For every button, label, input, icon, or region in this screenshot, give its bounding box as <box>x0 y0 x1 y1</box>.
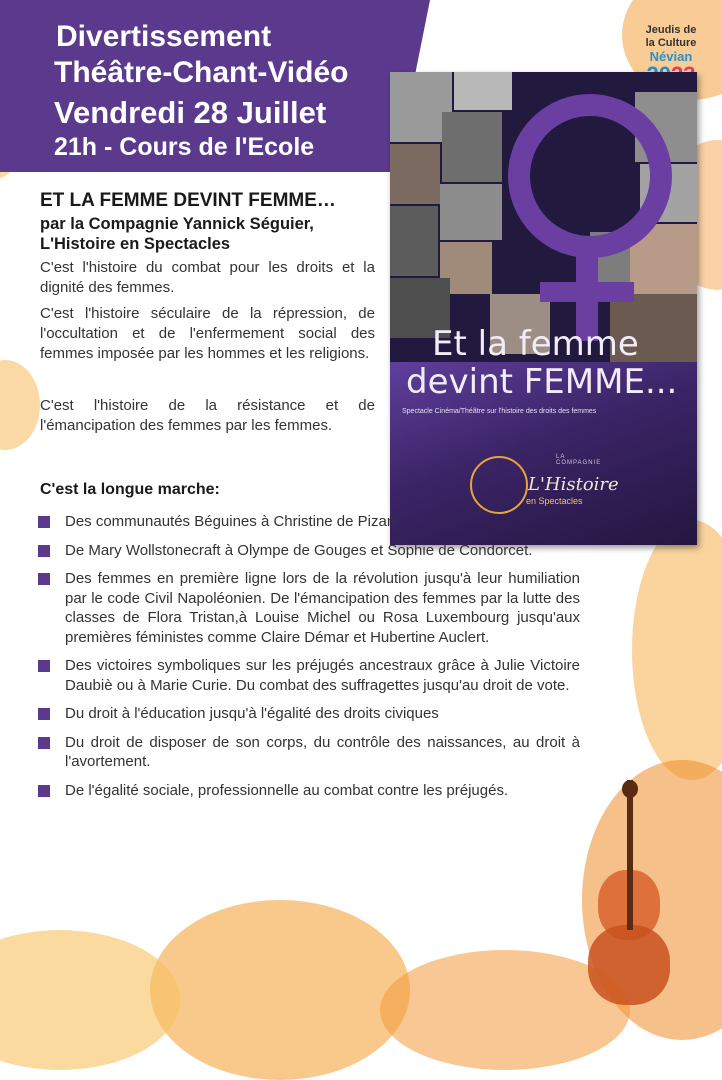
company-logo-sub: en Spectacles <box>526 496 583 506</box>
intro-paragraph: C'est l'histoire de la résistance et de l'émancipation des femmes par les femmes. <box>40 397 375 434</box>
list-item-text: De l'égalité sociale, professionnelle au combat contre les préjugés. <box>65 781 509 799</box>
paint-splash <box>0 930 180 1070</box>
section-heading: C'est la longue marche: <box>40 481 220 498</box>
list-item <box>38 569 580 647</box>
list-item <box>38 541 580 561</box>
event-time-location: 21h - Cours de l'Ecole <box>54 133 315 161</box>
milestone-list <box>38 512 580 809</box>
list-item <box>38 512 580 532</box>
bullet-square-icon <box>38 708 50 720</box>
bullet-square-icon <box>38 785 50 797</box>
list-item-text: Du droit à l'éducation jusqu'à l'égalité des droits civiques <box>65 705 439 722</box>
bullet-square-icon <box>38 660 50 672</box>
show-title: ET LA FEMME DEVINT FEMME… <box>40 190 336 211</box>
portrait-photo <box>390 144 440 204</box>
company-logo-top: LA COMPAGNIE <box>556 454 602 466</box>
paint-splash <box>150 900 410 1080</box>
list-item <box>38 733 580 772</box>
bullet-square-icon <box>38 573 50 585</box>
paint-splash <box>632 520 722 780</box>
violin-scroll <box>622 780 638 798</box>
venus-symbol <box>508 94 672 258</box>
list-item-text: Du droit de disposer de son corps, du contrôle des naissances, au droit à l'avortement. <box>65 733 580 770</box>
venus-symbol-cross <box>540 282 634 302</box>
list-item-text: Des victoires symboliques sur les préjugés ancestraux grâce à Julie Victoire Daubiè ou à Marie Curie. Du combat des suffragettes jusqu'au droit de vote. <box>65 657 580 694</box>
bullet-square-icon <box>38 737 50 749</box>
list-item <box>38 704 580 724</box>
show-subtitle <box>40 214 314 254</box>
list-item-text: Des femmes en première ligne lors de la révolution jusqu'à leur humiliation par le code Civil Napoléonien. De l'émancipation des femmes par la lutte des classes de Flora Tristan,à Louise Michel ou Rosa Luxembourg jusqu'aux premières féministes comme Claire Démar et Hubertine Auclert. <box>65 570 580 646</box>
bullet-square-icon <box>38 516 50 528</box>
poster-subtitle: Spectacle Cinéma/Théâtre sur l'histoire des droits des femmes <box>402 408 597 415</box>
intro-paragraph: C'est l'histoire du combat pour les droits et la dignité des femmes. <box>40 259 375 296</box>
intro-paragraph: C'est l'histoire séculaire de la répression, de l'occultation et de l'enfermement social des femmes imposée par les hommes et les religions. <box>40 305 375 362</box>
list-item <box>38 781 580 801</box>
logo-line1: Jeudis de <box>645 24 697 36</box>
portrait-photo <box>454 72 512 110</box>
logo-town: Névian <box>649 49 693 64</box>
violin-icon <box>578 780 688 1020</box>
company-logo-circle <box>470 456 528 514</box>
company-logo-name: L'Histoire <box>528 474 619 495</box>
paint-splash <box>0 360 40 450</box>
poster-title-line2: devint FEMME... <box>406 362 678 402</box>
violin-body-lower <box>588 925 670 1005</box>
list-item <box>38 656 580 695</box>
event-genres: Théâtre-Chant-Vidéo <box>54 56 349 89</box>
show-subtitle-line1: par la Compagnie Yannick Séguier, <box>40 215 314 233</box>
logo-line2: la Culture <box>645 37 697 49</box>
violin-neck <box>627 780 633 930</box>
list-item-text: De Mary Wollstonecraft à Olympe de Gouges et Sophie de Condorcet. <box>65 541 533 559</box>
bullet-square-icon <box>38 545 50 557</box>
portrait-photo <box>440 184 502 240</box>
show-subtitle-line2: L'Histoire en Spectacles <box>40 235 231 253</box>
portrait-photo <box>442 112 502 182</box>
portrait-photo <box>390 206 438 276</box>
show-poster <box>390 72 697 545</box>
event-category: Divertissement <box>56 20 272 53</box>
poster-title-line1: Et la femme <box>432 324 639 364</box>
event-date: Vendredi 28 Juillet <box>54 95 327 130</box>
list-item-text: Des communautés Béguines à Christine de Pizan. <box>65 513 400 530</box>
